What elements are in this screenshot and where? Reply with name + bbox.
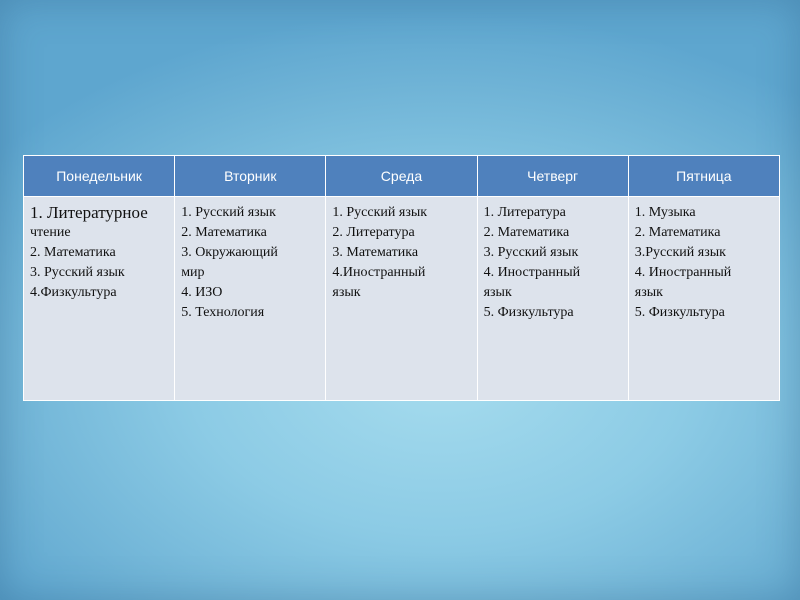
lesson-line: 5. Технология (181, 305, 265, 320)
lesson-line: 2. Математика (634, 225, 721, 240)
lesson-line: 3. Русский язык (483, 245, 579, 260)
header-row (24, 156, 780, 197)
schedule-table (23, 155, 780, 401)
lesson-line: 4. Иностранный (483, 265, 581, 280)
lesson-line: 1. Русский язык (332, 205, 428, 220)
lessons-row (24, 197, 780, 401)
lesson-line: 1. Музыка (634, 205, 696, 220)
cell-tuesday (175, 197, 326, 401)
lesson-line: 2. Литература (332, 225, 415, 240)
lesson-line: 2. Математика (483, 225, 570, 240)
lesson-line: 5. Физкультура (634, 305, 725, 320)
lesson-line: 1. Литература (483, 205, 566, 220)
lesson-line: язык (332, 285, 361, 300)
lesson-line: 3.Русский язык (634, 245, 726, 260)
lesson-line: чтение (30, 225, 71, 240)
lesson-line: 3. Русский язык (30, 265, 125, 280)
cell-thursday (477, 197, 628, 401)
lesson-line: 1. Литературное (30, 203, 148, 222)
header-wednesday: Среда (326, 156, 477, 197)
cell-wednesday (326, 197, 477, 401)
lesson-line: 4. ИЗО (181, 285, 223, 300)
lesson-line: язык (483, 285, 512, 300)
lesson-line: 4.Иностранный (332, 265, 426, 280)
lesson-line: 3. Математика (332, 245, 419, 260)
header-thursday: Четверг (477, 156, 628, 197)
lesson-line: язык (634, 285, 663, 300)
header-friday: Пятница (628, 156, 779, 197)
lesson-line: 2. Математика (30, 245, 116, 260)
lesson-line: мир (181, 265, 205, 280)
lesson-line: 3. Окружающий (181, 245, 278, 260)
header-tuesday: Вторник (175, 156, 326, 197)
cell-monday (24, 197, 175, 401)
lesson-line: 1. Русский язык (181, 205, 276, 220)
header-monday: Понедельник (24, 156, 175, 197)
lesson-line: 4. Иностранный (634, 265, 732, 280)
lesson-line: 2. Математика (181, 225, 267, 240)
lesson-line: 5. Физкультура (483, 305, 574, 320)
lesson-line: 4.Физкультура (30, 285, 117, 300)
cell-friday (628, 197, 779, 401)
